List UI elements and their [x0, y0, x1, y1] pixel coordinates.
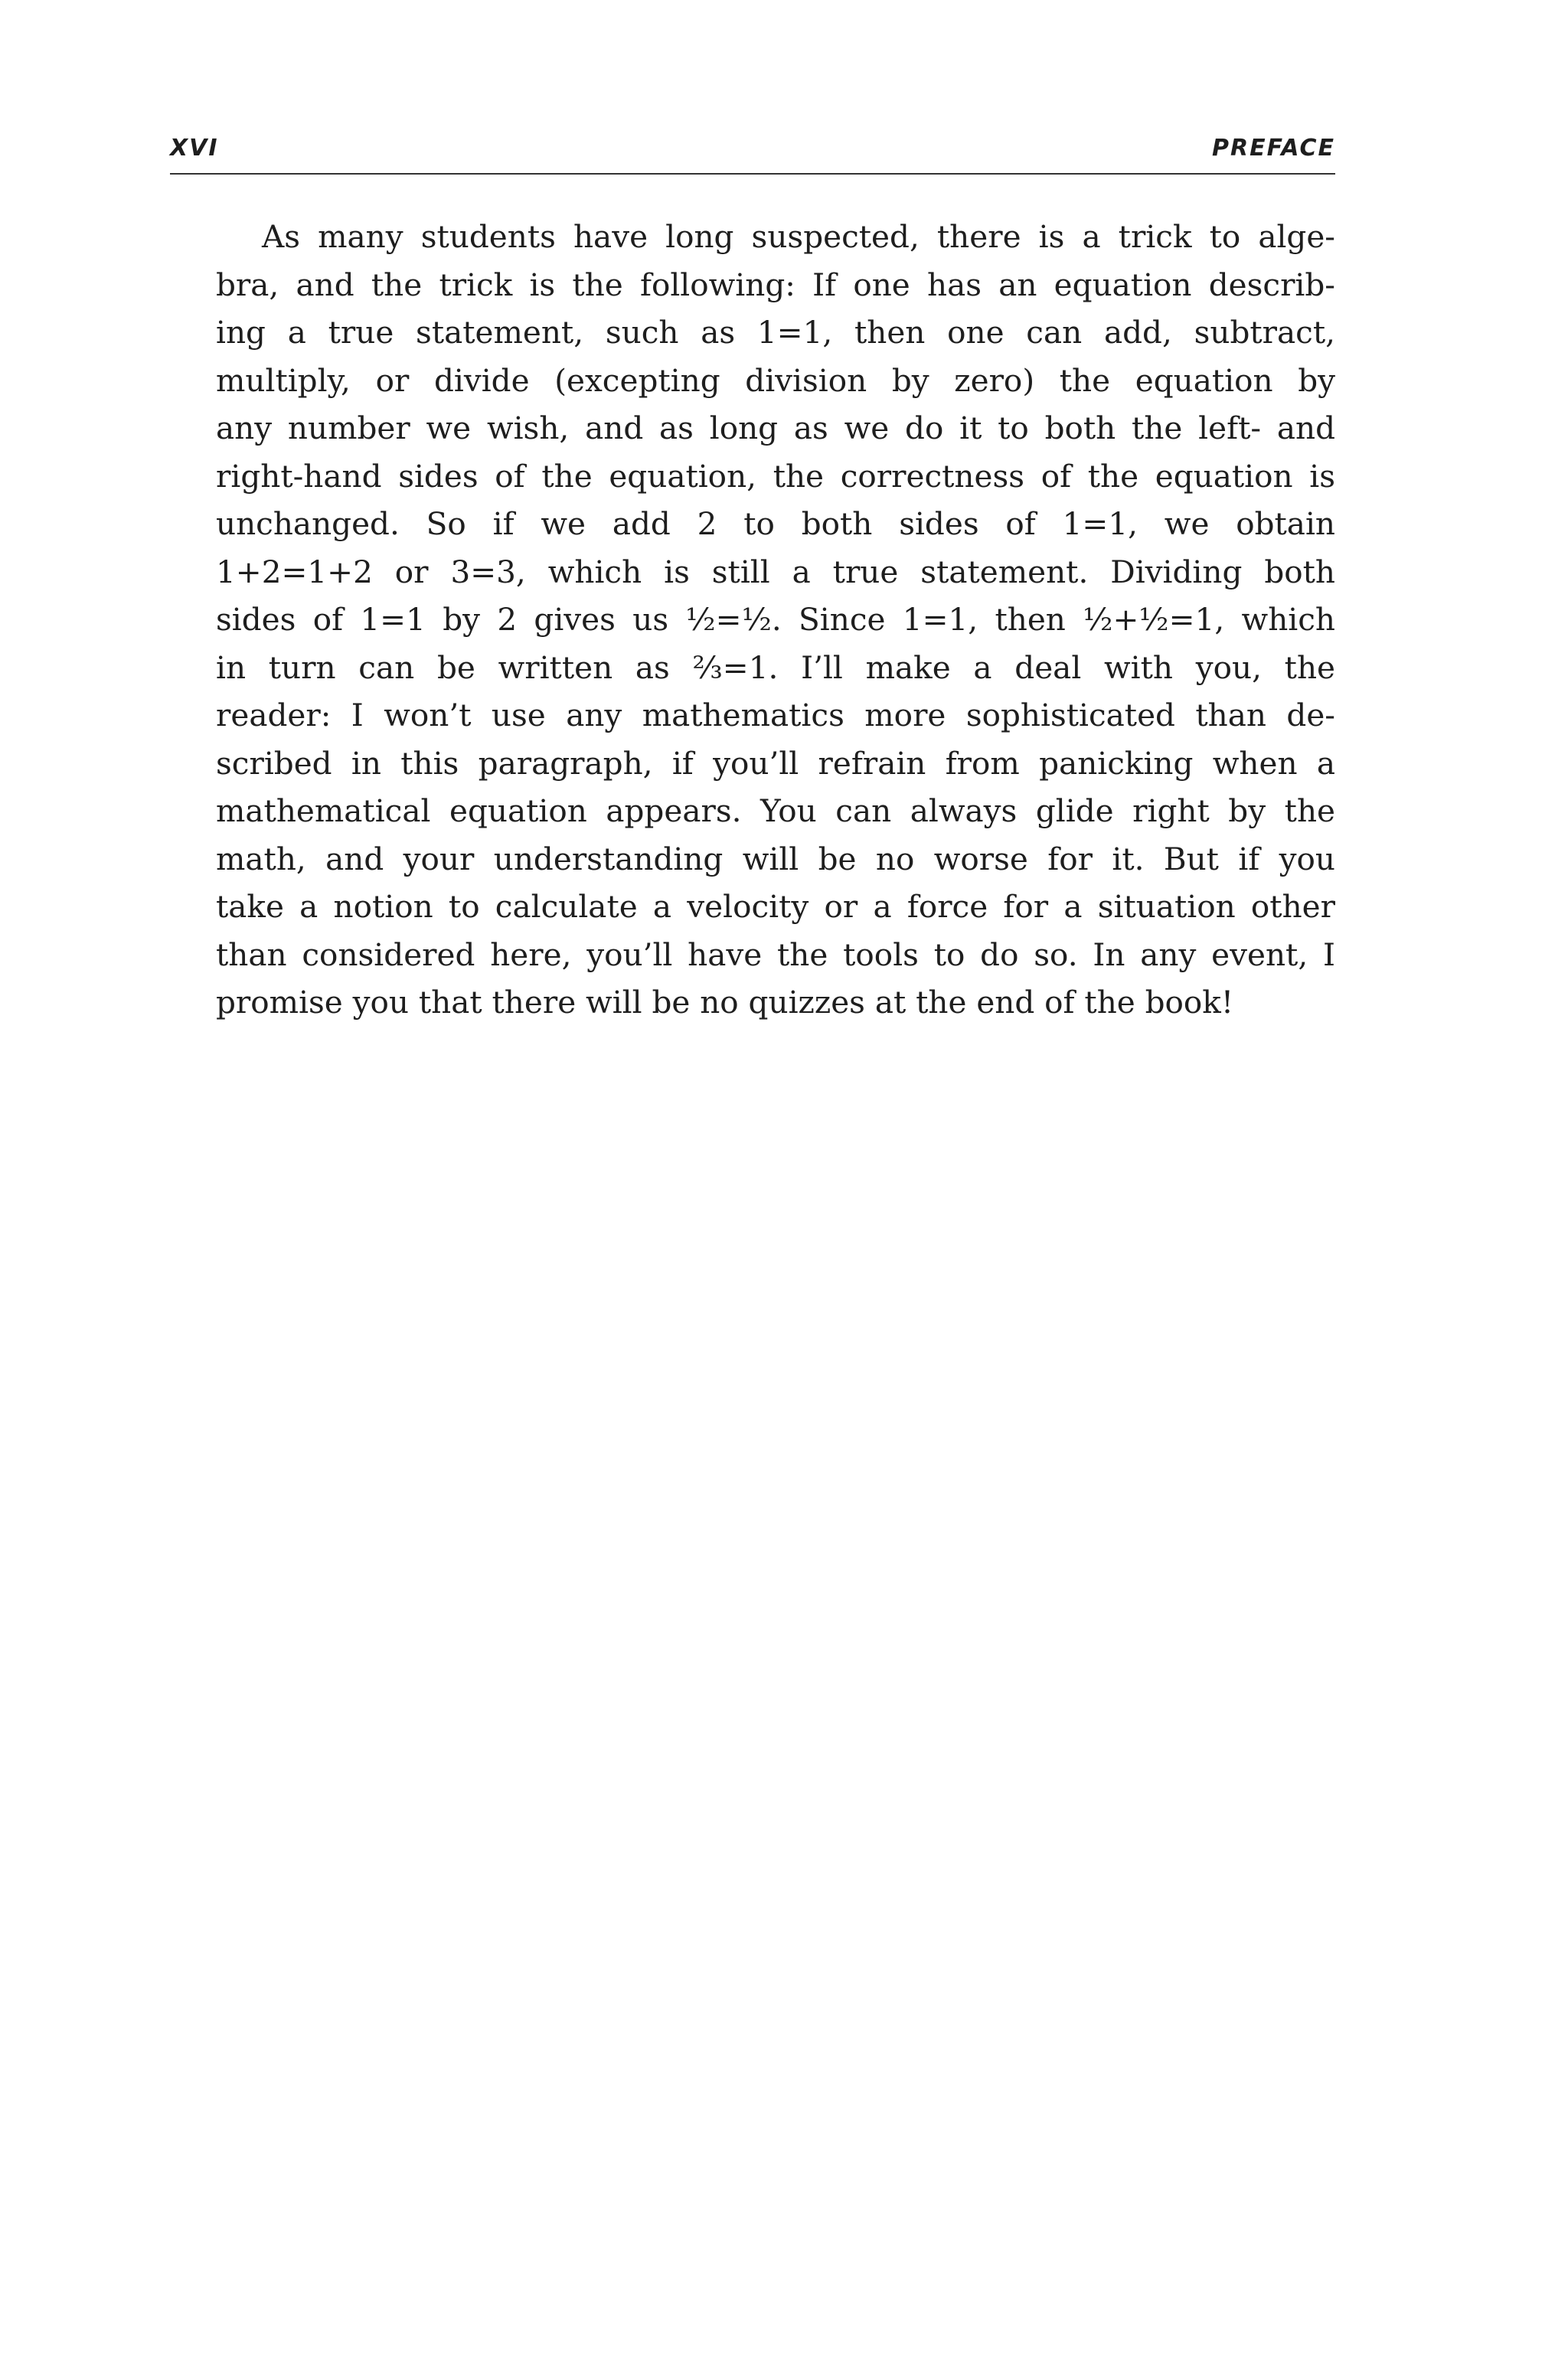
text-line: take a notion to calculate a velocity or a force for a situation other	[216, 888, 1335, 925]
text-line: multiply, or divide (excepting division by zero) the equation by	[216, 361, 1335, 399]
section-title: PREFACE	[1211, 135, 1335, 162]
text-line: As many students have long suspected, there is a trick to alge-	[262, 218, 1335, 255]
text-line: in turn can be written as ⅔=1. I’ll make a deal with you, the	[216, 648, 1335, 686]
text-line: 1+2=1+2 or 3=3, which is still a true statement. Dividing both	[216, 553, 1335, 590]
running-head	[170, 135, 1335, 175]
text-line: mathematical equation appears. You can always glide right by the	[216, 792, 1335, 829]
body-paragraph	[216, 213, 1335, 1027]
text-line: bra, and the trick is the following: If one has an equation describ-	[216, 266, 1335, 303]
text-line: any number we wish, and as long as we do it to both the left- and	[216, 410, 1335, 446]
text-line: sides of 1=1 by 2 gives us ½=½. Since 1=1, then ½+½=1, which	[216, 601, 1335, 638]
text-line: promise you that there will be no quizzes at the end of the book!	[216, 984, 1234, 1021]
text-line: ing a true statement, such as 1=1, then one can add, subtract,	[216, 314, 1335, 351]
text-line: reader: I won’t use any mathematics more sophisticated than de-	[216, 697, 1335, 733]
text-line: right-hand sides of the equation, the correctness of the equation is	[216, 457, 1335, 495]
text-line: math, and your understanding will be no worse for it. But if you	[216, 840, 1335, 877]
text-line: than considered here, you’ll have the tools to do so. In any event, I	[216, 936, 1335, 973]
page-number: XVI	[170, 135, 219, 162]
text-line: unchanged. So if we add 2 to both sides of 1=1, we obtain	[216, 505, 1335, 542]
text-line: scribed in this paragraph, if you’ll refrain from panicking when a	[216, 744, 1335, 782]
